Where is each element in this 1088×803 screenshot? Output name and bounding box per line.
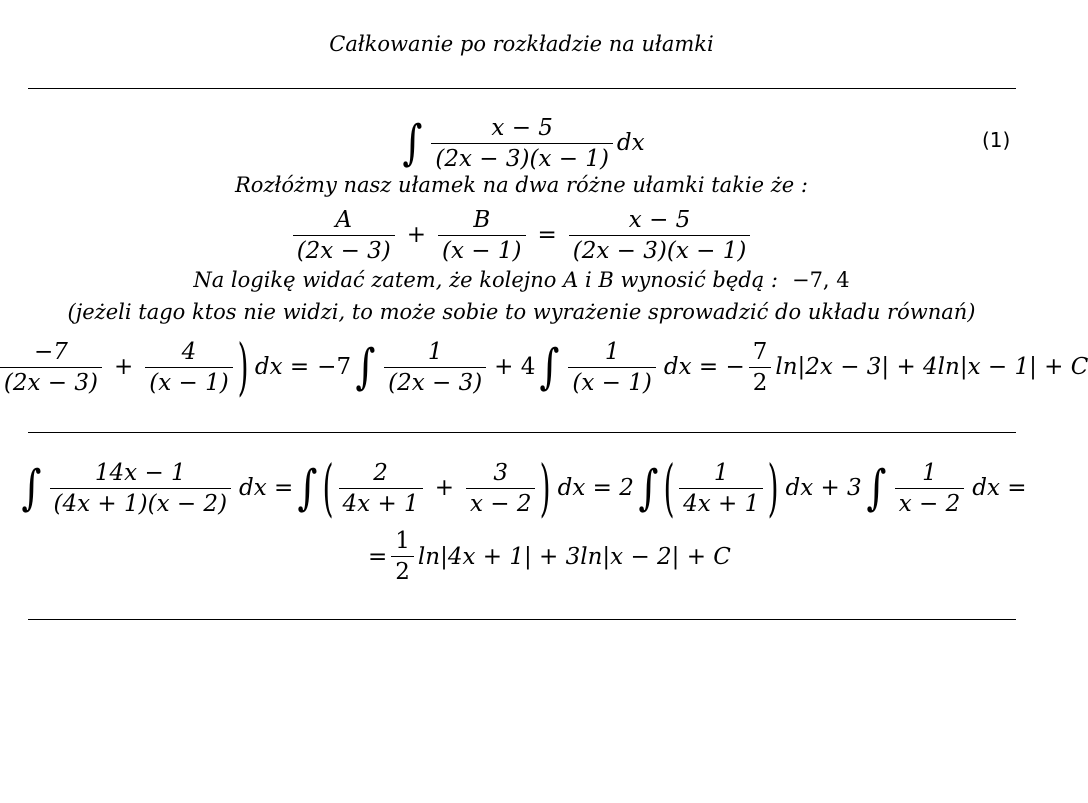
equals-sign: = (537, 222, 557, 248)
integral-sign: ∫ (355, 339, 376, 395)
differential: dx (616, 130, 645, 156)
equation-5 (368, 528, 731, 585)
right-paren: ) (237, 330, 249, 403)
numerator: 7 (752, 338, 768, 365)
plus-sign: + (434, 475, 454, 501)
fraction (0, 339, 102, 396)
fraction (431, 115, 613, 172)
denominator: x − 2 (466, 488, 536, 517)
differential: dx = − (663, 354, 745, 380)
left-paren: ( (322, 451, 334, 524)
denominator: (2x − 3) (0, 367, 102, 396)
right-paren: ) (767, 451, 779, 524)
denominator: (2x − 3) (384, 367, 486, 396)
denominator: (x − 1) (145, 367, 232, 396)
differential: dx = (254, 354, 310, 380)
differential: dx = 2 (557, 475, 634, 501)
denominator: (2x − 3)(x − 1) (569, 235, 751, 264)
numerator: 1 (395, 528, 410, 554)
fraction (50, 460, 232, 517)
denominator: 2 (749, 367, 772, 396)
fraction (466, 460, 536, 517)
fraction-b (438, 207, 525, 264)
integral-sign: ∫ (297, 460, 318, 516)
logic-values: −7, 4 (791, 268, 850, 292)
integral-sign: ∫ (539, 339, 560, 395)
numerator: 1 (604, 338, 620, 365)
left-paren: ( (663, 451, 675, 524)
divider-bottom (28, 619, 1016, 620)
numerator: 2 (373, 459, 388, 486)
fraction (749, 339, 772, 396)
page-title-text: Całkowanie po rozkładzie na ułamki (329, 32, 714, 56)
fraction (339, 460, 423, 517)
numerator: 1 (922, 459, 937, 486)
fraction-a (293, 207, 395, 264)
equals-sign: = (368, 543, 388, 570)
integral-sign: ∫ (866, 460, 887, 516)
numerator: 1 (427, 338, 443, 365)
fraction (391, 528, 414, 585)
plus-sign: + (113, 354, 134, 380)
intro-line (0, 173, 1043, 197)
denominator: 4x + 1 (679, 488, 763, 517)
differential: dx = (239, 475, 294, 501)
numerator: B (473, 206, 491, 233)
right-paren: ) (540, 451, 552, 524)
fraction (568, 339, 655, 396)
integral-sign: ∫ (638, 460, 659, 516)
integral-sign: ∫ (402, 115, 423, 171)
numerator: A (335, 206, 353, 233)
differential: dx + 3 (785, 475, 862, 501)
equation-4 (0, 452, 1043, 524)
equation-3 (0, 330, 1088, 403)
denominator: 4x + 1 (339, 488, 423, 517)
denominator: (2x − 3)(x − 1) (431, 143, 613, 172)
coefficient: + 4 (494, 354, 536, 380)
denominator: (4x + 1)(x − 2) (50, 488, 232, 517)
plus-sign: + (406, 222, 427, 248)
denominator: (x − 1) (438, 235, 525, 264)
denominator: (2x − 3) (293, 235, 395, 264)
numerator: −7 (33, 338, 68, 365)
numerator: 1 (713, 459, 729, 486)
result-expression: ln|2x − 3| + 4ln|x − 1| + C (775, 354, 1088, 380)
numerator: x − 5 (628, 206, 691, 233)
intro-text: Rozłóżmy nasz ułamek na dwa różne ułamki takie że : (235, 173, 808, 197)
page-title (0, 32, 1043, 56)
equation-number: (1) (982, 128, 1011, 152)
divider-middle (28, 432, 1016, 433)
fraction (384, 339, 486, 396)
result-expression: ln|4x + 1| + 3ln|x − 2| + C (417, 543, 731, 570)
divider-top (28, 88, 1016, 89)
denominator: 2 (391, 556, 414, 585)
denominator: x − 2 (895, 488, 965, 517)
differential: dx = (972, 475, 1027, 501)
coefficient: −7 (317, 354, 352, 380)
equation-1 (0, 108, 1043, 178)
integral-sign: ∫ (21, 460, 42, 516)
fraction (679, 460, 763, 517)
fraction (145, 339, 232, 396)
note-text: (jeżeli tago ktos nie widzi, to może sobie to wyrażenie sprowadzić do układu równań) (67, 300, 976, 324)
numerator: x − 5 (491, 114, 553, 141)
numerator: 14x − 1 (94, 459, 186, 486)
logic-line (0, 268, 1043, 292)
equation-2 (0, 203, 1043, 267)
numerator: 3 (493, 459, 509, 486)
denominator: (x − 1) (568, 367, 655, 396)
fraction (895, 460, 965, 517)
logic-text: Na logikę widać zatem, że kolejno A i B wynosić będą : (193, 268, 778, 292)
fraction-result (569, 207, 751, 264)
note-line (0, 300, 1043, 324)
numerator: 4 (181, 338, 197, 365)
